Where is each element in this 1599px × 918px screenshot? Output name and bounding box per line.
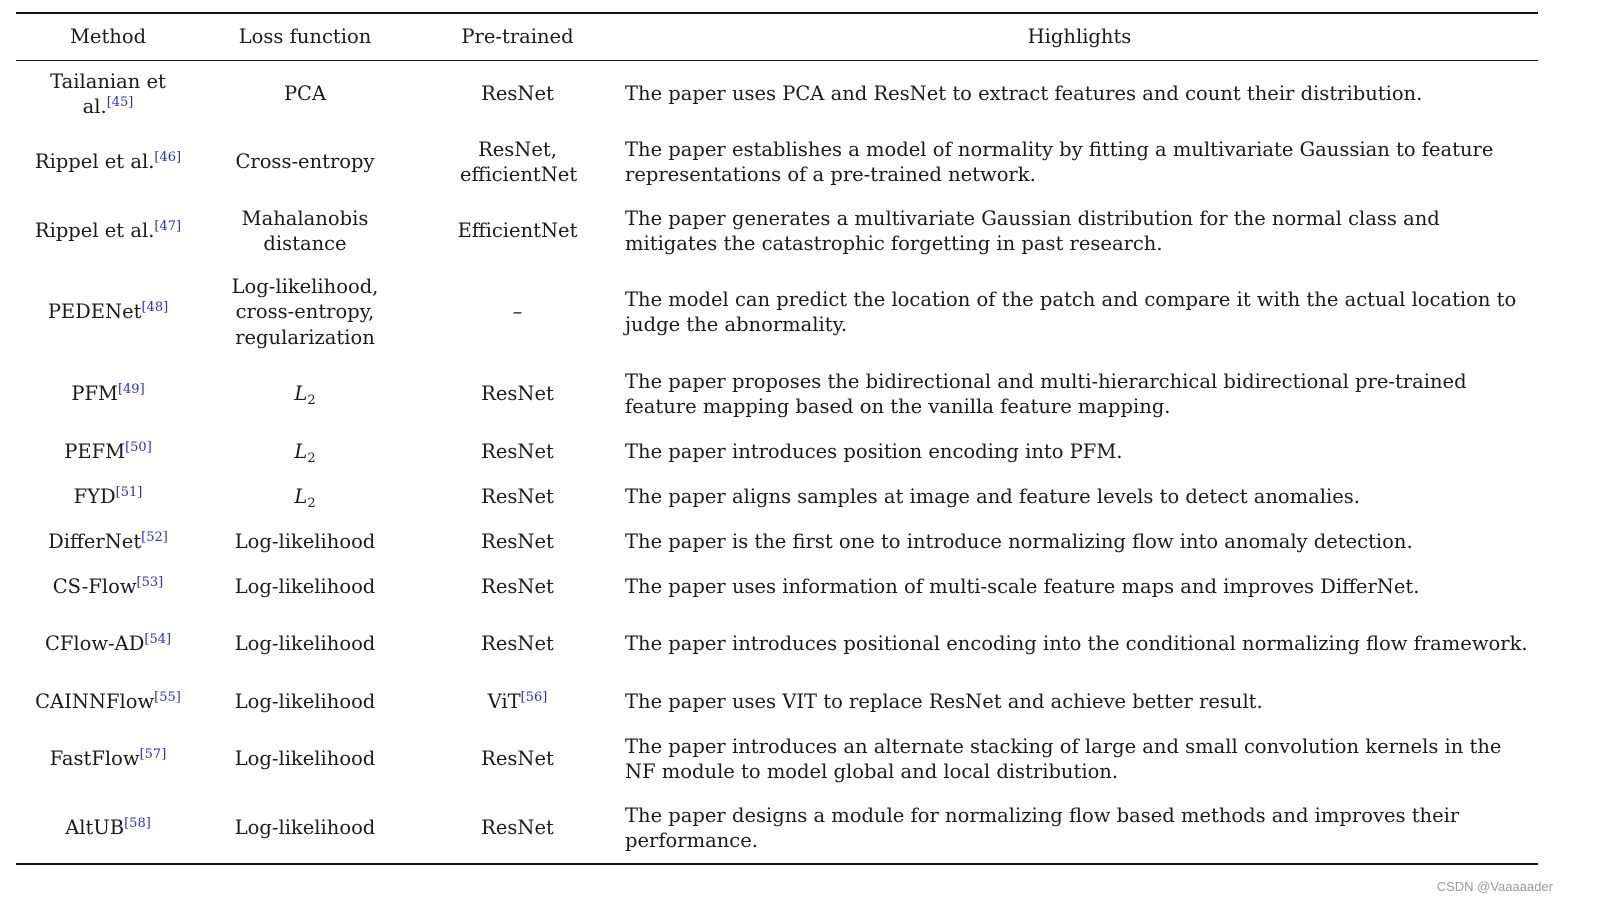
method-cell [16, 574, 200, 600]
citation-ref[interactable]: [55] [154, 690, 181, 706]
loss-cell [200, 381, 410, 407]
comparison-table [16, 12, 1538, 865]
citation-ref[interactable]: [50] [125, 440, 152, 456]
loss-text: Cross-entropy [235, 150, 375, 174]
table-row [16, 359, 1538, 429]
table-row [16, 127, 1538, 197]
loss-text: Log-likelihood [234, 690, 376, 714]
table-row [16, 679, 1538, 725]
method-name: Rippel et al. [34, 219, 155, 243]
loss-text: Log-likelihood [234, 816, 376, 840]
method-cell [16, 381, 200, 407]
pretrained-cell [410, 81, 625, 107]
table-row [16, 725, 1538, 793]
loss-subscript: 2 [307, 393, 316, 409]
method-name: AltUB [65, 816, 125, 840]
pretrained-cell [410, 529, 625, 555]
watermark: CSDN @Vaaaaader [1436, 879, 1553, 894]
highlight-cell: The paper introduces an alternate stacking of large and small convolution kernels in the NF module to model global and local distribution. [625, 734, 1502, 783]
citation-ref[interactable]: [52] [141, 530, 168, 546]
method-name: FastFlow [49, 747, 140, 771]
loss-math [294, 485, 316, 512]
citation-ref[interactable]: [58] [124, 816, 151, 832]
loss-symbol: L [294, 440, 308, 464]
citation-ref[interactable]: [51] [115, 485, 143, 501]
highlight-cell: The paper generates a multivariate Gaussian distribution for the normal class and mitigates the catastrophic forgetting in past research. [625, 206, 1440, 255]
method-cell [16, 69, 200, 120]
loss-text: Log-likelihood [234, 530, 376, 554]
table-header [16, 14, 1538, 60]
pretrained-cell [410, 689, 625, 715]
pretrained-text: ResNet [481, 440, 554, 464]
loss-cell [200, 746, 410, 772]
highlight-cell: The paper aligns samples at image and feature levels to detect anomalies. [625, 485, 1360, 509]
highlight-cell: The paper uses information of multi-scale feature maps and improves DifferNet. [625, 575, 1420, 599]
pretrained-cell [410, 631, 625, 657]
method-name: PFM [71, 382, 118, 406]
highlight-cell: The paper uses PCA and ResNet to extract features and count their distribution. [625, 82, 1423, 106]
method-cell [16, 746, 200, 772]
table-row [16, 793, 1538, 863]
citation-ref[interactable]: [53] [136, 575, 164, 591]
loss-symbol: L [294, 382, 308, 406]
pretrained-cell [410, 299, 625, 325]
pretrained-text: – [512, 300, 523, 324]
method-cell [16, 439, 200, 465]
header-loss-function: Loss function [238, 25, 372, 49]
method-cell [16, 299, 200, 325]
table-body [16, 61, 1538, 863]
method-cell [16, 815, 200, 841]
pretrained-cell [410, 574, 625, 600]
loss-subscript: 2 [307, 496, 316, 512]
pretrained-cell [410, 137, 625, 188]
loss-cell [200, 274, 410, 351]
pretrained-text: EfficientNet [457, 219, 578, 243]
loss-subscript: 2 [307, 451, 316, 467]
pretrained-cell [410, 381, 625, 407]
citation-ref[interactable]: [54] [144, 632, 172, 648]
citation-ref[interactable]: [56] [520, 690, 548, 706]
method-cell [16, 631, 200, 657]
pretrained-text: ResNet [481, 632, 554, 656]
citation-ref[interactable]: [46] [154, 150, 182, 166]
method-name: Rippel et al. [34, 150, 155, 174]
method-name: PEFM [64, 440, 126, 464]
method-name: CFlow-AD [44, 632, 145, 656]
pretrained-text: ViT [487, 690, 521, 714]
pretrained-text: ResNet [481, 485, 554, 509]
table-row [16, 61, 1538, 127]
loss-cell [200, 689, 410, 715]
citation-ref[interactable]: [57] [139, 747, 167, 763]
method-name: Tailanian et al. [50, 69, 166, 118]
method-name: PEDENet [47, 300, 142, 324]
loss-text: Log-likelihood [234, 747, 376, 771]
highlight-cell: The paper proposes the bidirectional and multi-hierarchical bidirectional pre-trained feature mapping based on the vanilla feature mapping. [625, 369, 1467, 418]
method-cell [16, 149, 200, 175]
method-name: CAINNFlow [35, 690, 155, 714]
pretrained-text: ResNet [481, 382, 554, 406]
loss-text: Log-likelihood [234, 632, 376, 656]
highlight-cell: The paper introduces position encoding into PFM. [625, 440, 1123, 464]
pretrained-text: ResNet [481, 82, 554, 106]
highlight-cell: The paper uses VIT to replace ResNet and achieve better result. [625, 690, 1263, 714]
loss-symbol: L [294, 485, 308, 509]
loss-math [294, 382, 316, 409]
method-cell [16, 689, 200, 715]
header-highlights: Highlights [1027, 25, 1132, 49]
table-row [16, 265, 1538, 359]
table-row [16, 475, 1538, 519]
pretrained-text: ResNet, efficientNet [460, 137, 578, 186]
pretrained-cell [410, 484, 625, 510]
citation-ref[interactable]: [48] [141, 300, 169, 316]
header-method: Method [69, 25, 147, 49]
table-row [16, 519, 1538, 565]
loss-cell [200, 631, 410, 657]
citation-ref[interactable]: [45] [106, 95, 134, 110]
citation-ref[interactable]: [49] [117, 382, 145, 398]
loss-cell [200, 484, 410, 510]
loss-cell [200, 81, 410, 107]
loss-cell [200, 439, 410, 465]
highlight-cell: The model can predict the location of the patch and compare it with the actual location to judge the abnormality. [625, 287, 1517, 336]
citation-ref[interactable]: [47] [154, 219, 182, 235]
loss-cell [200, 815, 410, 841]
loss-math [294, 440, 316, 467]
loss-text: PCA [283, 82, 327, 106]
highlight-cell: The paper introduces positional encoding into the conditional normalizing flow framework. [625, 632, 1528, 656]
pretrained-cell [410, 746, 625, 772]
method-cell [16, 529, 200, 555]
pretrained-text: ResNet [481, 747, 554, 771]
method-cell [16, 484, 200, 510]
header-pre-trained: Pre-trained [461, 25, 574, 49]
highlight-cell: The paper establishes a model of normality by fitting a multivariate Gaussian to feature representations of a pre-trained network. [625, 137, 1494, 186]
loss-text: Log-likelihood, cross-entropy, regularization [231, 274, 379, 349]
loss-cell [200, 206, 410, 257]
highlight-cell: The paper is the first one to introduce normalizing flow into anomaly detection. [625, 530, 1413, 554]
loss-cell [200, 149, 410, 175]
table-row [16, 609, 1538, 679]
pretrained-cell [410, 218, 625, 244]
pretrained-text: ResNet [481, 575, 554, 599]
loss-cell [200, 574, 410, 600]
loss-text: Log-likelihood [234, 575, 376, 599]
method-name: DifferNet [48, 530, 142, 554]
method-name: CS-Flow [52, 575, 137, 599]
pretrained-cell [410, 815, 625, 841]
table-row [16, 565, 1538, 609]
method-name: FYD [73, 485, 116, 509]
highlight-cell: The paper designs a module for normalizing flow based methods and improves their performance. [625, 803, 1460, 852]
pretrained-text: ResNet [481, 816, 554, 840]
table-row [16, 429, 1538, 475]
pretrained-text: ResNet [481, 530, 554, 554]
table-row [16, 197, 1538, 265]
loss-cell [200, 529, 410, 555]
method-cell [16, 218, 200, 244]
loss-text: Mahalanobis distance [241, 206, 369, 255]
pretrained-cell [410, 439, 625, 465]
bottom-rule [16, 863, 1538, 865]
